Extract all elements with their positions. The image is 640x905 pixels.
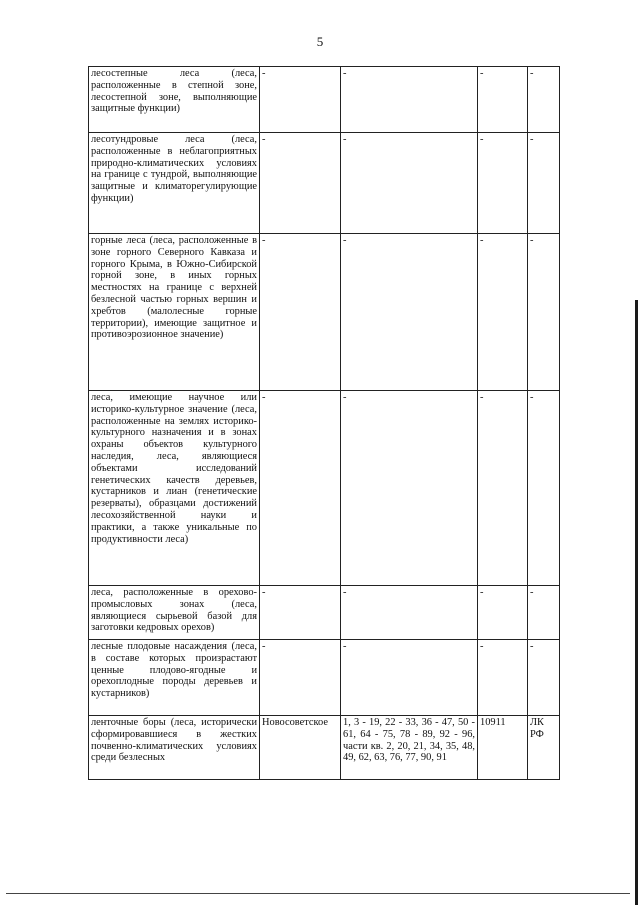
forestry-cell: - — [260, 391, 341, 586]
table-row — [89, 391, 560, 586]
quarters-cell: - — [341, 586, 478, 640]
area-cell: - — [478, 133, 528, 234]
quarters-cell: 1, 3 - 19, 22 - 33, 36 - 47, 50 - 61, 64 - 75, 78 - 89, 92 - 96, части кв. 2, 20, 21, 34, 35, 48, 49, 62, 63, 76, 77, 90, 91 — [341, 716, 478, 780]
table-row — [89, 234, 560, 391]
basis-cell: - — [528, 67, 560, 133]
page-bottom-edge — [6, 893, 630, 894]
forestry-cell: - — [260, 133, 341, 234]
category-cell: леса, имеющие научное или историко-культурное значение (леса, расположенные на землях историко-культурного назначения и в зонах охраны объектов культурного наследия, леса, являющиеся объектами исследований генетических качеств деревьев, кустарников и лиан (генетические резерваты), образцами достижений лесохозяйственной науки и практики, а также уникальные по продуктивности леса) — [89, 391, 260, 586]
basis-cell: ЛК РФ — [528, 716, 560, 780]
quarters-cell: - — [341, 234, 478, 391]
table-row — [89, 67, 560, 133]
category-cell: горные леса (леса, расположенные в зоне горного Северного Кавказа и горного Крыма, в Южно-Сибирской горной зоне, в иных горных местностях на границе с верхней безлесной частью горных вершин и хребтов (малолесные горные территории), имеющие защитное и противоэрозионное значение) — [89, 234, 260, 391]
category-cell: лесостепные леса (леса, расположенные в степной зоне, лесостепной зоне, выполняющие защитные функции) — [89, 67, 260, 133]
forest-category-table — [88, 66, 560, 780]
forestry-cell: - — [260, 234, 341, 391]
category-cell: ленточные боры (леса, исторически сформировавшиеся в жестких почвенно-климатических условиях среди безлесных — [89, 716, 260, 780]
area-cell: - — [478, 391, 528, 586]
area-cell: 10911 — [478, 716, 528, 780]
scan-edge-shadow — [635, 300, 638, 905]
quarters-cell: - — [341, 640, 478, 716]
quarters-cell: - — [341, 391, 478, 586]
basis-cell: - — [528, 234, 560, 391]
table-row — [89, 586, 560, 640]
area-cell: - — [478, 67, 528, 133]
area-cell: - — [478, 586, 528, 640]
category-cell: лесные плодовые насаждения (леса, в составе которых произрастают ценные плодово-ягодные и орехоплодные породы деревьев и кустарников) — [89, 640, 260, 716]
basis-cell: - — [528, 133, 560, 234]
area-cell: - — [478, 234, 528, 391]
forestry-cell: - — [260, 67, 341, 133]
category-cell: лесотундровые леса (леса, расположенные в неблагоприятных природно-климатических условиях на границе с тундрой, выполняющие защитные и климаторегулирующие функции) — [89, 133, 260, 234]
category-cell: леса, расположенные в орехово-промысловых зонах (леса, являющиеся сырьевой базой для заготовки кедровых орехов) — [89, 586, 260, 640]
basis-cell: - — [528, 640, 560, 716]
basis-cell: - — [528, 586, 560, 640]
quarters-cell: - — [341, 133, 478, 234]
table-row — [89, 716, 560, 780]
basis-cell: - — [528, 391, 560, 586]
table-row — [89, 640, 560, 716]
area-cell: - — [478, 640, 528, 716]
forestry-cell: - — [260, 640, 341, 716]
page-number: 5 — [316, 34, 324, 49]
quarters-cell: - — [341, 67, 478, 133]
forestry-cell: - — [260, 586, 341, 640]
forestry-cell: Новосоветское — [260, 716, 341, 780]
table-row — [89, 133, 560, 234]
